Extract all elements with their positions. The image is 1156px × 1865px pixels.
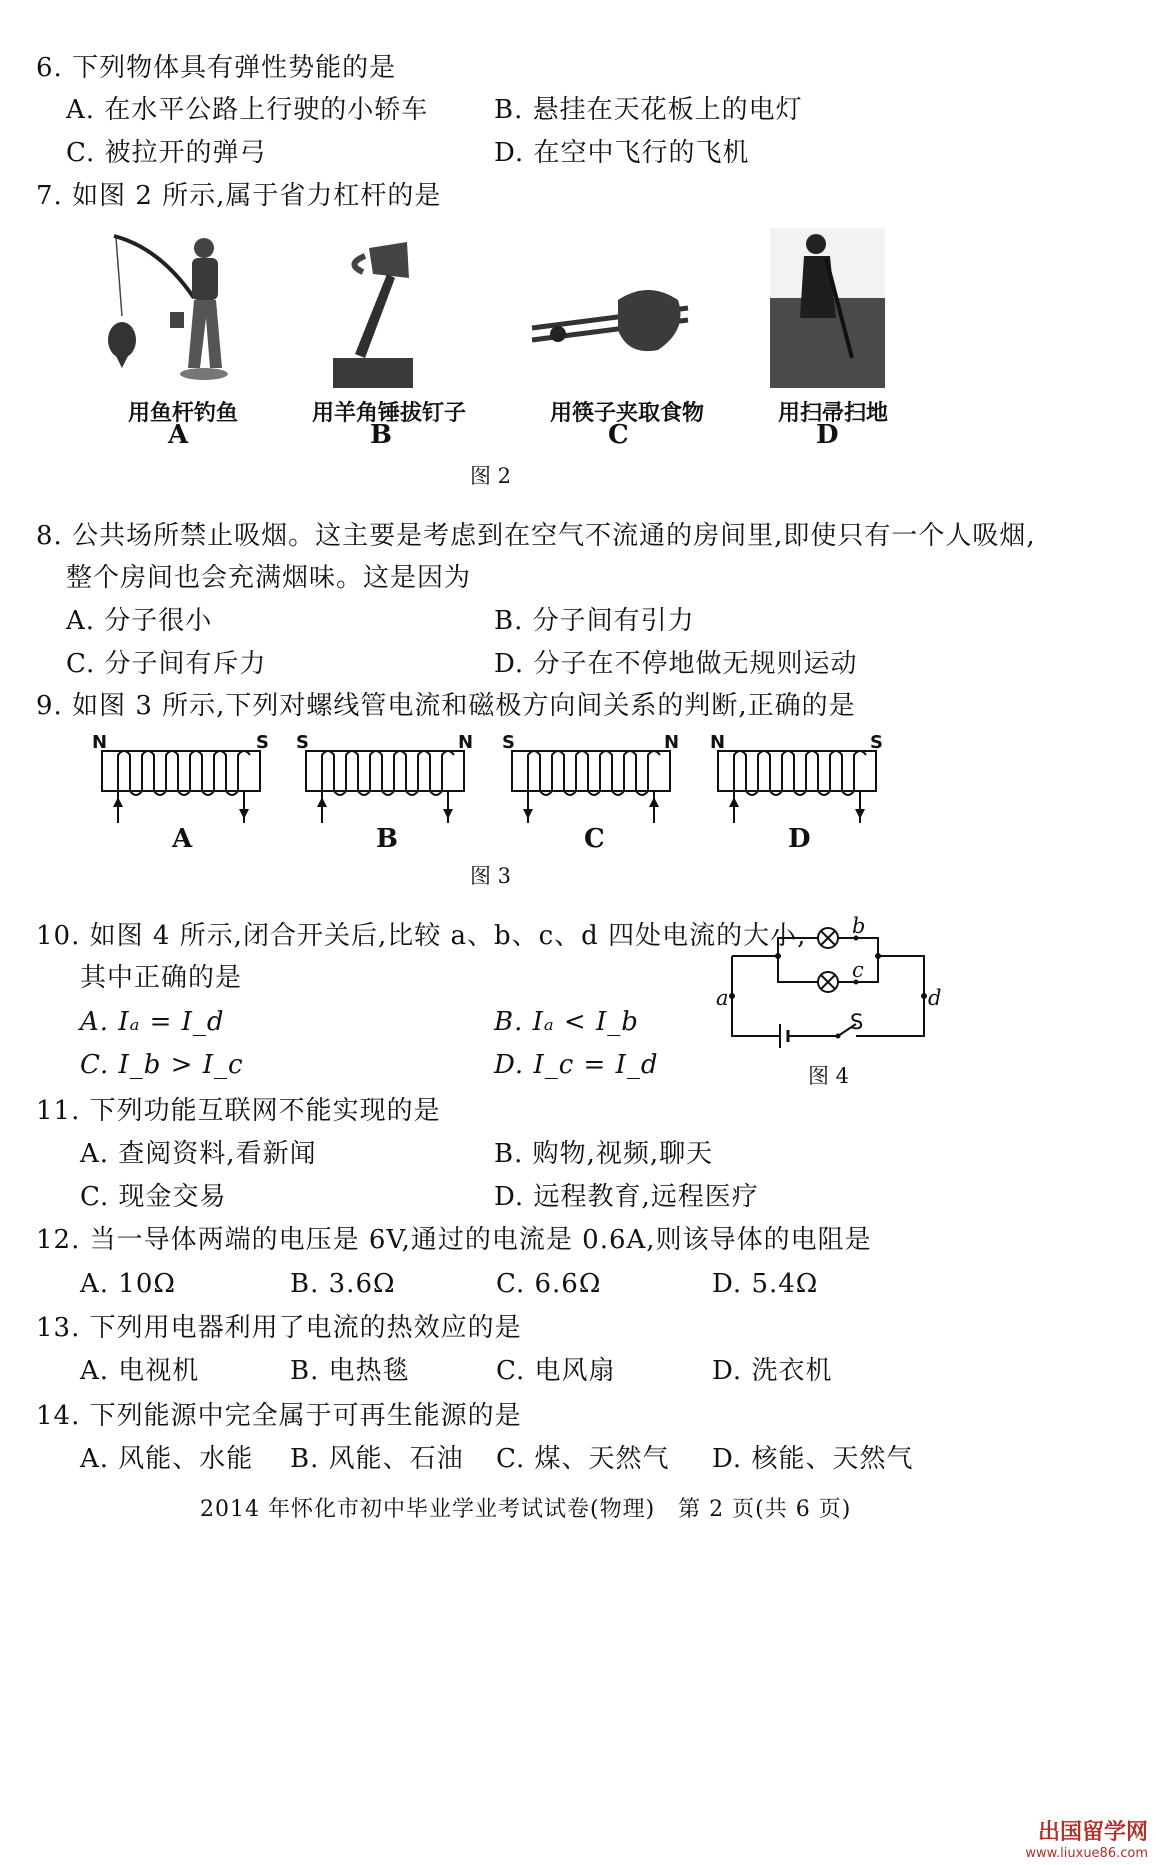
- broom-figure: [770, 228, 885, 388]
- q6-option-d: D. 在空中飞行的飞机: [494, 138, 750, 168]
- q13-stem: 13. 下列用电器利用了电流的热效应的是: [36, 1313, 522, 1343]
- fig2-caption-a-text: 用鱼杆钓鱼: [128, 401, 239, 426]
- fig3-a-right-pole: S: [256, 732, 269, 753]
- q6-option-b: B. 悬挂在天花板上的电灯: [494, 95, 803, 125]
- q10-stem-line2: 其中正确的是: [80, 963, 243, 993]
- q11-stem: 11. 下列功能互联网不能实现的是: [36, 1096, 441, 1126]
- fishing-figure: [100, 228, 240, 383]
- q14-option-b: B. 风能、石油: [290, 1444, 464, 1474]
- fig4-caption: 图 4: [808, 1064, 850, 1088]
- q8-option-a: A. 分子很小: [66, 606, 213, 636]
- q11-option-c: C. 现金交易: [80, 1182, 227, 1212]
- fig3-c-left-pole: S: [502, 732, 515, 753]
- fig3-letter-c: C: [584, 824, 605, 854]
- q13-option-c: C. 电风扇: [496, 1356, 616, 1386]
- q13-option-a: A. 电视机: [80, 1356, 200, 1386]
- q10-stem-line1: 10. 如图 4 所示,闭合开关后,比较 a、b、c、d 四处电流的大小,: [36, 921, 807, 951]
- fig3-letter-b: B: [376, 824, 398, 854]
- q12-stem: 12. 当一导体两端的电压是 6V,通过的电流是 0.6A,则该导体的电阻是: [36, 1225, 872, 1255]
- fig3-a-left-pole: N: [92, 732, 108, 753]
- q13-option-d: D. 洗衣机: [712, 1356, 833, 1386]
- fig3-b-right-pole: N: [458, 732, 474, 753]
- circuit-label-d: d: [928, 986, 942, 1010]
- circuit-diagram: [720, 920, 940, 1050]
- chopsticks-figure: [528, 280, 698, 360]
- fig2-letter-b: B: [370, 420, 392, 450]
- q12-option-c: C. 6.6Ω: [496, 1269, 602, 1299]
- q12-option-d: D. 5.4Ω: [712, 1269, 819, 1299]
- q8-option-d: D. 分子在不停地做无规则运动: [494, 649, 858, 679]
- fig2-letter-a: A: [168, 420, 189, 450]
- q9-stem: 9. 如图 3 所示,下列对螺线管电流和磁极方向间关系的判断,正确的是: [36, 691, 856, 721]
- claw-hammer-figure: [325, 238, 435, 388]
- q6-option-a: A. 在水平公路上行驶的小轿车: [66, 95, 429, 125]
- q8-stem-line2: 整个房间也会充满烟味。这是因为: [66, 563, 472, 593]
- fig3-caption: 图 3: [470, 864, 512, 888]
- q11-option-b: B. 购物,视频,聊天: [494, 1139, 714, 1169]
- q13-option-b: B. 电热毯: [290, 1356, 410, 1386]
- q14-option-a: A. 风能、水能: [80, 1444, 254, 1474]
- q10-option-b: B. Iₐ < I_b: [494, 1007, 639, 1037]
- watermark-name: 出国留学网: [1037, 1820, 1148, 1845]
- q6-stem: 6. 下列物体具有弹性势能的是: [36, 53, 397, 83]
- q10-option-a: A. Iₐ = I_d: [80, 1007, 225, 1037]
- q14-option-d: D. 核能、天然气: [712, 1444, 914, 1474]
- page-footer: 2014 年怀化市初中毕业学业考试试卷(物理) 第 2 页(共 6 页): [200, 1497, 852, 1522]
- fig2-caption: 图 2: [470, 464, 512, 488]
- fig3-letter-d: D: [788, 824, 811, 854]
- q11-option-a: A. 查阅资料,看新闻: [80, 1139, 317, 1169]
- circuit-label-switch: S: [850, 1010, 864, 1034]
- solenoid-a: [96, 745, 266, 825]
- q10-option-d: D. I_c = I_d: [494, 1050, 659, 1080]
- fig2-letter-c: C: [608, 420, 629, 450]
- circuit-label-b: b: [852, 914, 866, 938]
- circuit-label-c: c: [852, 958, 864, 982]
- q11-option-d: D. 远程教育,远程医疗: [494, 1182, 759, 1212]
- fig2-caption-b-text: 用羊角锤拔钉子: [312, 401, 467, 426]
- fig3-b-left-pole: S: [296, 732, 309, 753]
- fig3-letter-a: A: [172, 824, 193, 854]
- watermark: [1025, 1815, 1148, 1861]
- q8-option-b: B. 分子间有引力: [494, 606, 695, 636]
- q8-stem-line1: 8. 公共场所禁止吸烟。这主要是考虑到在空气不流通的房间里,即使只有一个人吸烟,: [36, 521, 1036, 551]
- q12-option-b: B. 3.6Ω: [290, 1269, 396, 1299]
- q12-option-a: A. 10Ω: [80, 1269, 176, 1299]
- fig3-d-right-pole: S: [870, 732, 883, 753]
- fig3-d-left-pole: N: [710, 732, 726, 753]
- watermark-url: www.liuxue86.com: [1025, 1846, 1148, 1861]
- q14-option-c: C. 煤、天然气: [496, 1444, 670, 1474]
- fig2-caption-c-text: 用筷子夹取食物: [550, 401, 705, 426]
- solenoid-c: [506, 745, 676, 825]
- circuit-label-a: a: [716, 986, 729, 1010]
- fig3-c-right-pole: N: [664, 732, 680, 753]
- fig2-letter-d: D: [816, 420, 839, 450]
- q6-option-c: C. 被拉开的弹弓: [66, 138, 267, 168]
- q10-option-c: C. I_b > I_c: [80, 1050, 244, 1080]
- q7-stem: 7. 如图 2 所示,属于省力杠杆的是: [36, 181, 442, 211]
- q8-option-c: C. 分子间有斥力: [66, 649, 267, 679]
- solenoid-d: [712, 745, 882, 825]
- solenoid-b: [300, 745, 470, 825]
- q14-stem: 14. 下列能源中完全属于可再生能源的是: [36, 1401, 522, 1431]
- fig2-caption-d-text: 用扫帚扫地: [778, 401, 889, 426]
